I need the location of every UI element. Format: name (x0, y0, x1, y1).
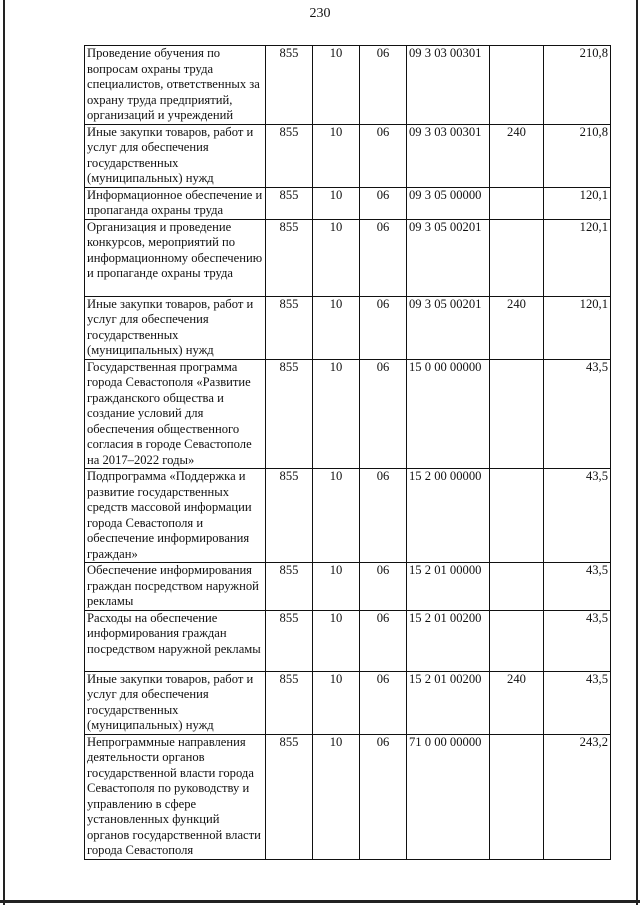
row-grbs-code: 855 (266, 671, 313, 734)
row-name: Организация и проведение конкурсов, мероприятий по информационному обеспечению и пропаганде охраны труда (85, 219, 266, 296)
row-expense-type (490, 359, 544, 469)
row-section-code: 10 (313, 359, 360, 469)
row-amount: 120,1 (544, 296, 611, 359)
table-row (85, 124, 611, 187)
table-row (85, 296, 611, 359)
row-subsection-code: 06 (360, 359, 407, 469)
row-amount: 243,2 (544, 734, 611, 859)
row-grbs-code: 855 (266, 124, 313, 187)
row-section-code: 10 (313, 563, 360, 611)
table-row (85, 563, 611, 611)
row-subsection-code: 06 (360, 563, 407, 611)
table-row (85, 610, 611, 671)
row-section-code: 10 (313, 296, 360, 359)
row-subsection-code: 06 (360, 671, 407, 734)
row-name: Иные закупки товаров, работ и услуг для обеспечения государственных (муниципальных) нужд (85, 296, 266, 359)
table-row (85, 46, 611, 125)
row-amount: 43,5 (544, 671, 611, 734)
row-grbs-code: 855 (266, 469, 313, 563)
row-target-article: 15 2 01 00200 (407, 610, 490, 671)
row-name: Обеспечение информирования граждан посредством наружной рекламы (85, 563, 266, 611)
row-section-code: 10 (313, 469, 360, 563)
row-target-article: 15 2 01 00000 (407, 563, 490, 611)
row-target-article: 09 3 05 00000 (407, 187, 490, 219)
row-expense-type (490, 187, 544, 219)
page-border-right (636, 0, 638, 905)
row-subsection-code: 06 (360, 187, 407, 219)
row-section-code: 10 (313, 734, 360, 859)
row-subsection-code: 06 (360, 469, 407, 563)
row-grbs-code: 855 (266, 734, 313, 859)
row-target-article: 15 2 01 00200 (407, 671, 490, 734)
row-name: Непрограммные направления деятельности органов государственной власти города Севастополя по руководству и управлению в сфере установленных функций органов государственной власти города Севастополя (85, 734, 266, 859)
row-amount: 43,5 (544, 359, 611, 469)
row-target-article: 15 2 00 00000 (407, 469, 490, 563)
row-target-article: 09 3 03 00301 (407, 46, 490, 125)
row-subsection-code: 06 (360, 296, 407, 359)
row-amount: 43,5 (544, 469, 611, 563)
row-target-article: 09 3 03 00301 (407, 124, 490, 187)
table-row (85, 671, 611, 734)
row-target-article: 09 3 05 00201 (407, 219, 490, 296)
row-amount: 120,1 (544, 219, 611, 296)
row-expense-type (490, 46, 544, 125)
row-expense-type: 240 (490, 671, 544, 734)
row-grbs-code: 855 (266, 187, 313, 219)
row-expense-type (490, 610, 544, 671)
row-subsection-code: 06 (360, 610, 407, 671)
page-border-bottom (0, 900, 640, 903)
row-subsection-code: 06 (360, 734, 407, 859)
row-name: Расходы на обеспечение информирования граждан посредством наружной рекламы (85, 610, 266, 671)
table-row (85, 187, 611, 219)
row-amount: 120,1 (544, 187, 611, 219)
row-target-article: 15 0 00 00000 (407, 359, 490, 469)
budget-table (84, 45, 611, 860)
table-row (85, 359, 611, 469)
row-grbs-code: 855 (266, 46, 313, 125)
row-expense-type (490, 219, 544, 296)
row-name: Иные закупки товаров, работ и услуг для обеспечения государственных (муниципальных) нужд (85, 124, 266, 187)
row-expense-type: 240 (490, 124, 544, 187)
row-subsection-code: 06 (360, 46, 407, 125)
row-name: Информационное обеспечение и пропаганда охраны труда (85, 187, 266, 219)
row-amount: 43,5 (544, 563, 611, 611)
row-target-article: 09 3 05 00201 (407, 296, 490, 359)
row-grbs-code: 855 (266, 219, 313, 296)
row-expense-type (490, 469, 544, 563)
row-name: Государственная программа города Севастополя «Развитие гражданского общества и создание условий для обеспечения общественного согласия в городе Севастополе на 2017–2022 годы» (85, 359, 266, 469)
row-expense-type (490, 563, 544, 611)
row-section-code: 10 (313, 610, 360, 671)
row-section-code: 10 (313, 124, 360, 187)
row-name: Иные закупки товаров, работ и услуг для обеспечения государственных (муниципальных) нужд (85, 671, 266, 734)
row-grbs-code: 855 (266, 296, 313, 359)
row-grbs-code: 855 (266, 610, 313, 671)
table-row (85, 469, 611, 563)
row-grbs-code: 855 (266, 563, 313, 611)
row-section-code: 10 (313, 46, 360, 125)
row-subsection-code: 06 (360, 124, 407, 187)
row-name: Проведение обучения по вопросам охраны труда специалистов, ответственных за охрану труда предприятий, организаций и учреждений (85, 46, 266, 125)
table-body (85, 46, 611, 860)
table-row (85, 219, 611, 296)
row-name: Подпрограмма «Поддержка и развитие государственных средств массовой информации города Севастополя и обеспечение информирования граждан» (85, 469, 266, 563)
row-amount: 43,5 (544, 610, 611, 671)
row-grbs-code: 855 (266, 359, 313, 469)
row-section-code: 10 (313, 219, 360, 296)
row-amount: 210,8 (544, 124, 611, 187)
row-section-code: 10 (313, 671, 360, 734)
page-border-left (3, 0, 5, 905)
page-number: 230 (309, 6, 331, 21)
row-subsection-code: 06 (360, 219, 407, 296)
row-expense-type (490, 734, 544, 859)
table-row (85, 734, 611, 859)
row-section-code: 10 (313, 187, 360, 219)
row-amount: 210,8 (544, 46, 611, 125)
row-expense-type: 240 (490, 296, 544, 359)
row-target-article: 71 0 00 00000 (407, 734, 490, 859)
